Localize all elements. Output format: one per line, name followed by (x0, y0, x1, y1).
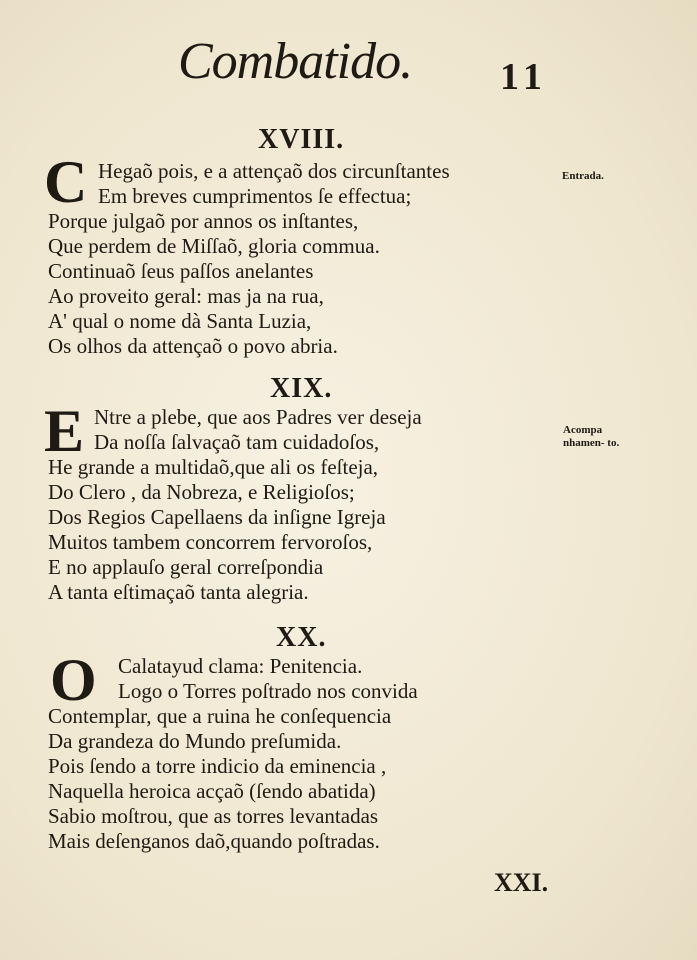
verse-line: Que perdem de Miſſaõ, gloria commua. (48, 234, 380, 258)
verse-line: Mais deſenganos daõ,quando poſtradas. (48, 829, 380, 853)
margin-note: Acompa nhamen- to. (563, 424, 620, 449)
verse-line: Sabio moſtrou, que as torres levantadas (48, 804, 379, 828)
verse-line: Ao proveito geral: mas ja na rua, (48, 284, 324, 308)
verse-line: Porque julgaõ por annos os inſtantes, (48, 209, 359, 233)
verse-line: Naquella heroica acçaõ (ſendo abatida) (48, 779, 376, 803)
verse-line: Da grandeza do Mundo preſumida. (48, 729, 342, 753)
margin-note: Entrada. (562, 170, 604, 182)
stanza-number-xviii: XVIII. (258, 124, 345, 155)
drop-cap-o: O (50, 647, 97, 713)
verse-line: E no applauſo geral correſpondia (48, 555, 324, 579)
verse-line: Calatayud clama: Penitencia. (118, 654, 363, 678)
verse-line: Da noſſa ſalvaçaõ tam cuidadoſos, (94, 430, 380, 454)
verse-line: Dos Regios Capellaens da inſigne Igreja (48, 505, 386, 529)
stanza-number-xix: XIX. (270, 373, 333, 404)
verse-line: Contemplar, que a ruina he conſequencia (48, 704, 392, 728)
verse-line: Em breves cumprimentos ſe effectua; (98, 184, 412, 208)
verse-line: A' qual o nome dà Santa Luzia, (48, 309, 312, 333)
running-title: Combatido. (178, 33, 413, 90)
verse-line: Do Clero , da Nobreza, e Religioſos; (48, 480, 355, 504)
stanza-number-xx: XX. (276, 622, 327, 653)
drop-cap-e: E (44, 398, 85, 464)
verse-line: Logo o Torres poſtrado nos convida (118, 679, 418, 703)
verse-line: A tanta eſtimaçaõ tanta alegria. (48, 580, 309, 604)
verse-line: He grande a multidaõ,que ali os feſteja, (48, 455, 379, 479)
drop-cap-c: C (44, 149, 88, 215)
verse-line: Muitos tambem concorrem fervoroſos, (48, 530, 373, 554)
verse-line: Ntre a plebe, que aos Padres ver deseja (94, 405, 422, 429)
verse-line: Continuaõ ſeus paſſos anelantes (48, 259, 314, 283)
verse-line: Pois ſendo a torre indicio da eminencia , (48, 754, 387, 778)
verse-line: Hegaõ pois, e a attençaõ dos circunſtantes (98, 159, 450, 183)
catchword: XXI. (494, 868, 549, 897)
verse-line: Os olhos da attençaõ o povo abria. (48, 334, 338, 358)
page-number: 11 (500, 56, 548, 98)
